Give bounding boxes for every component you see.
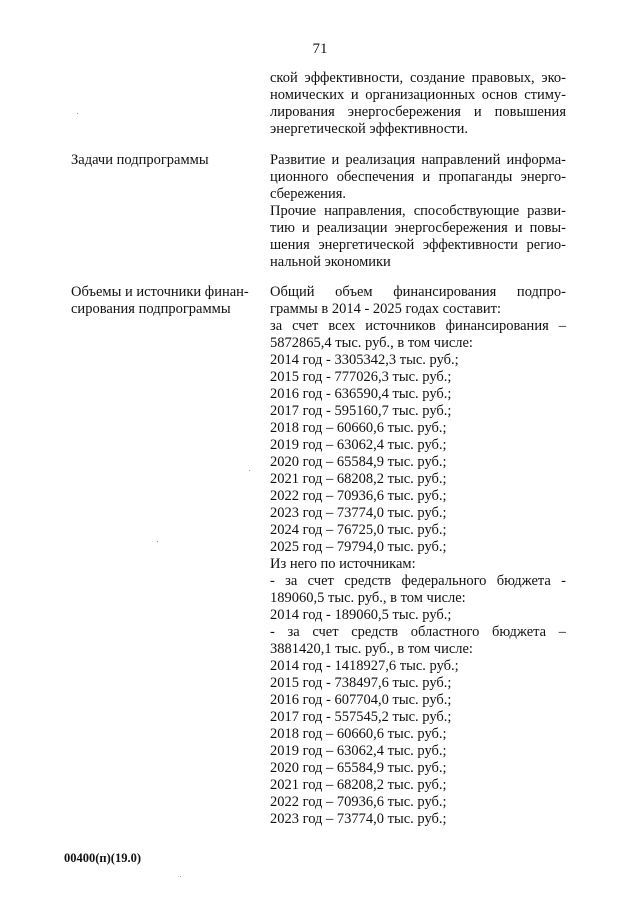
funding-line: 2022 год – 70936,6 тыс. руб.;: [270, 794, 447, 810]
funding-line: за счет всех источников финансирования –: [270, 318, 566, 334]
funding-line: 2022 год – 70936,6 тыс. руб.;: [270, 488, 447, 504]
scan-speck: [249, 470, 250, 471]
funding-line: 2019 год – 63062,4 тыс. руб.;: [270, 437, 447, 453]
funding-line: 2023 год – 73774,0 тыс. руб.;: [270, 811, 447, 827]
funding-line: 2017 год - 557545,2 тыс. руб.;: [270, 709, 452, 725]
page-number: 71: [312, 41, 328, 57]
funding-line: 2020 год – 65584,9 тыс. руб.;: [270, 454, 447, 470]
tasks-label: Задачи подпрограммы: [71, 152, 209, 168]
intro-line: энергетической эффективности.: [270, 121, 469, 137]
intro-text: [270, 70, 566, 138]
tasks-line: нальной экономики: [270, 254, 391, 270]
funding-line: 2021 год – 68208,2 тыс. руб.;: [270, 471, 447, 487]
funding-line: 2015 год - 738497,6 тыс. руб.;: [270, 675, 452, 691]
scan-speck: [180, 876, 181, 877]
funding-line: 2024 год – 76725,0 тыс. руб.;: [270, 522, 447, 538]
footer-code: 00400(п)(19.0): [64, 851, 141, 865]
tasks-line: Развитие и реализация направлений информа-: [270, 152, 566, 168]
funding-line: 2018 год – 60660,6 тыс. руб.;: [270, 726, 447, 742]
funding-label: [71, 284, 261, 318]
funding-line: граммы в 2014 - 2025 годах составит:: [270, 301, 502, 317]
funding-line: 2018 год – 60660,6 тыс. руб.;: [270, 420, 447, 436]
funding-label-line: Объемы и источники финан-: [71, 284, 249, 300]
funding-line: 2014 год - 3305342,3 тыс. руб.;: [270, 352, 459, 368]
funding-line: - за счет средств областного бюджета –: [270, 624, 566, 640]
tasks-line: тию и реализации энергосбережения и повы-: [270, 220, 566, 236]
intro-line: номических и организационных основ стиму-: [270, 87, 566, 103]
funding-line: 2019 год – 63062,4 тыс. руб.;: [270, 743, 447, 759]
funding-line: 2014 год - 189060,5 тыс. руб.;: [270, 607, 452, 623]
funding-line: 5872865,4 тыс. руб., в том числе:: [270, 335, 473, 351]
funding-line: 2023 год – 73774,0 тыс. руб.;: [270, 505, 447, 521]
scan-speck: [77, 113, 78, 114]
funding-line: - за счет средств федерального бюджета -: [270, 573, 566, 589]
funding-line: 2015 год - 777026,3 тыс. руб.;: [270, 369, 452, 385]
tasks-line: Прочие направления, способствующие разви-: [270, 203, 566, 219]
funding-line: 2017 год - 595160,7 тыс. руб.;: [270, 403, 452, 419]
tasks-line: ционного обеспечения и пропаганды энерго-: [270, 169, 566, 185]
tasks-line: шения энергетической эффективности регио-: [270, 237, 566, 253]
funding-line: 2021 год – 68208,2 тыс. руб.;: [270, 777, 447, 793]
funding-line: 2014 год - 1418927,6 тыс. руб.;: [270, 658, 459, 674]
tasks-text: [270, 152, 566, 271]
funding-line: 2016 год - 636590,4 тыс. руб.;: [270, 386, 452, 402]
funding-line: 2025 год – 79794,0 тыс. руб.;: [270, 539, 447, 555]
funding-text: [270, 284, 566, 828]
scan-speck: [157, 541, 158, 542]
intro-line: лирования энергосбережения и повышения: [270, 104, 566, 120]
funding-line: 2020 год – 65584,9 тыс. руб.;: [270, 760, 447, 776]
funding-line: 2016 год - 607704,0 тыс. руб.;: [270, 692, 452, 708]
tasks-line: сбережения.: [270, 186, 346, 202]
intro-line: ской эффективности, создание правовых, эко-: [270, 70, 566, 86]
funding-line: 189060,5 тыс. руб., в том числе:: [270, 590, 466, 606]
funding-label-line: сирования подпрограммы: [71, 301, 231, 317]
funding-line: Из него по источникам:: [270, 556, 416, 572]
funding-line: Общий объем финансирования подпро-: [270, 284, 566, 300]
funding-line: 3881420,1 тыс. руб., в том числе:: [270, 641, 473, 657]
